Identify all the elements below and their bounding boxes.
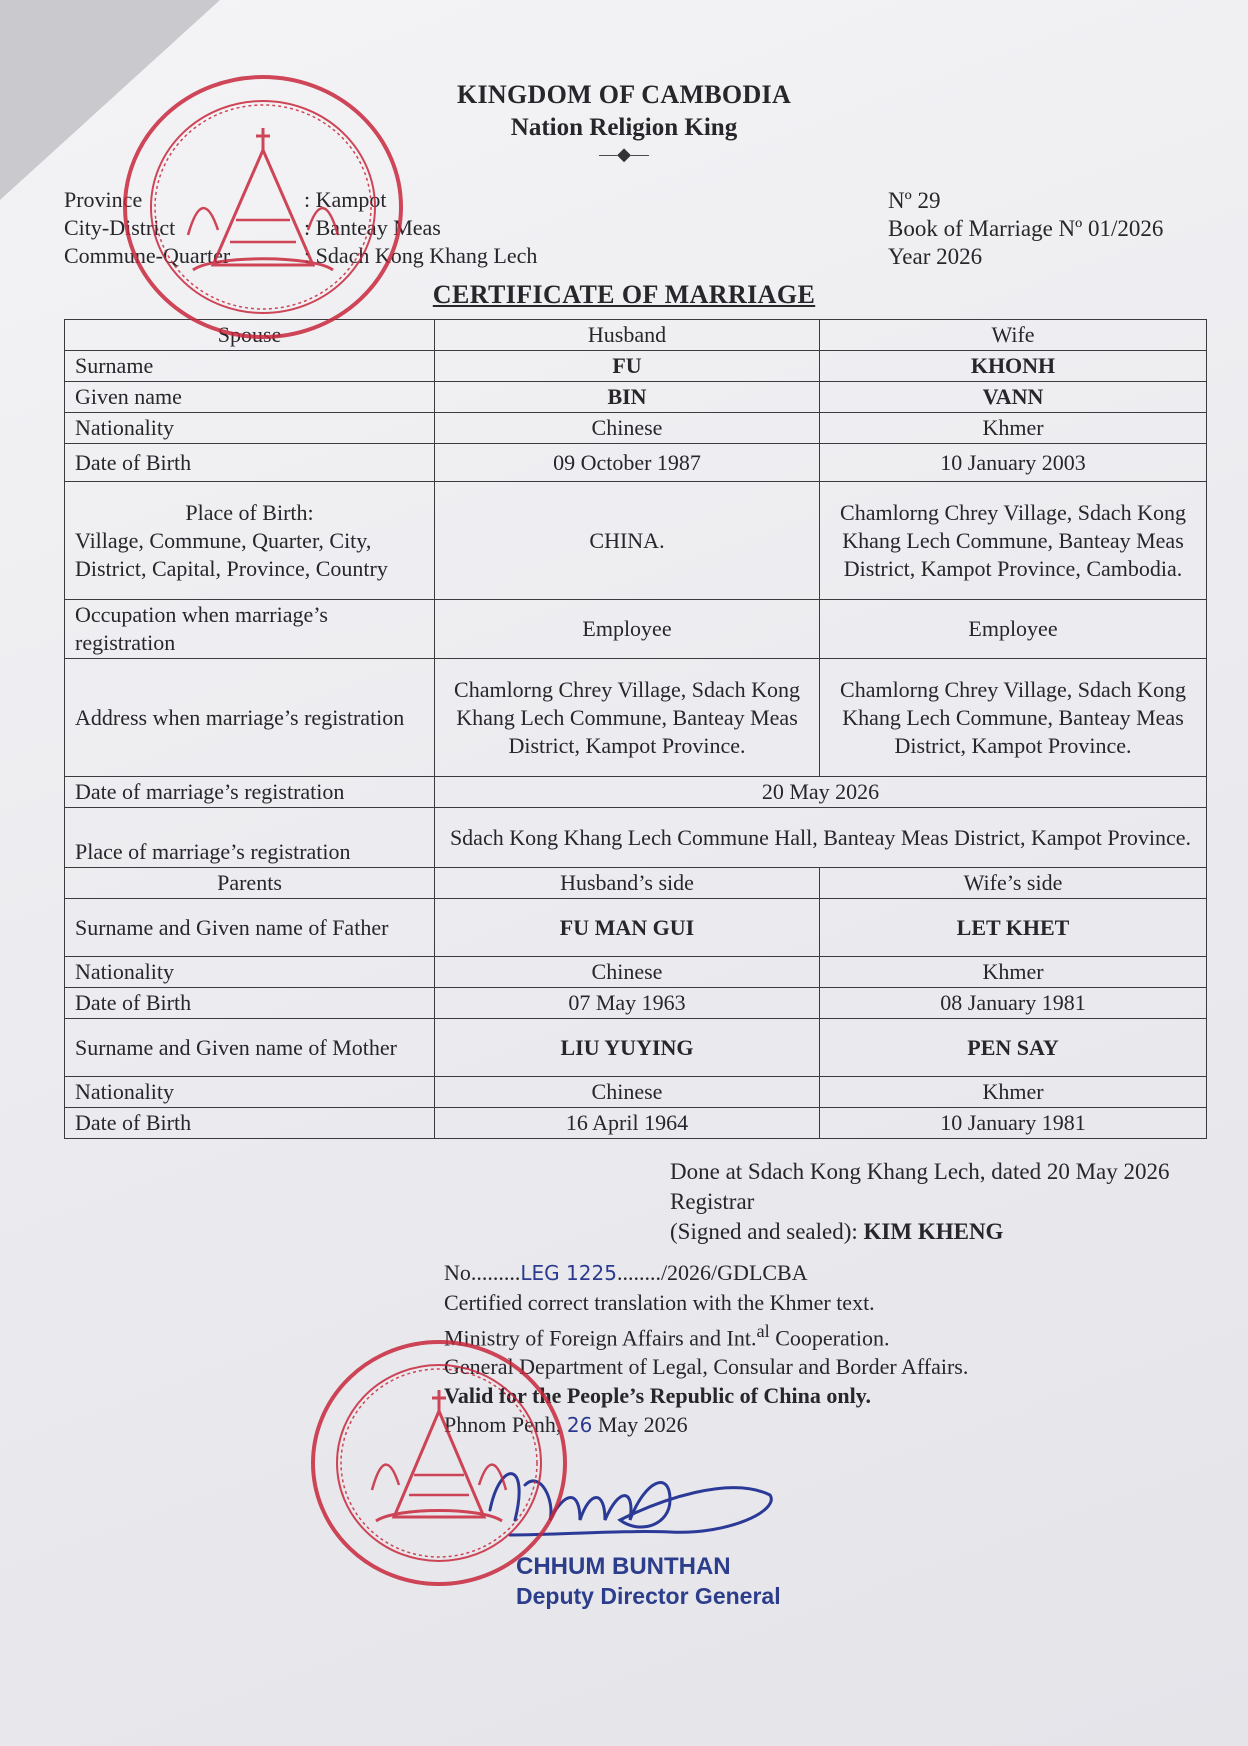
registration-date: 20 May 2026: [435, 777, 1207, 808]
wife-side-header: Wife’s side: [820, 868, 1207, 899]
given-name-label: Given name: [65, 382, 435, 413]
husband-mother-name: LIU YUYING: [435, 1019, 820, 1077]
wife-mother-dob: 10 January 1981: [820, 1108, 1207, 1139]
city-label: City-District: [64, 215, 176, 240]
ministry-seal-stamp: [306, 1335, 572, 1591]
date-place: Phnom Penh,: [444, 1412, 567, 1438]
husband-given-name: BIN: [435, 382, 820, 413]
certificate-number: Nº 29: [888, 188, 941, 213]
wife-father-name: LET KHET: [820, 899, 1207, 957]
registrar-name: KIM KHENG: [863, 1219, 1004, 1244]
certification-line-3: General Department of Legal, Consular and Border Affairs.: [444, 1354, 969, 1380]
address-label: Address when marriage’s registration: [65, 659, 435, 777]
spouse-header: Spouse: [65, 320, 435, 351]
father-nationality-label: Nationality: [65, 957, 435, 988]
dob-label: Date of Birth: [65, 444, 435, 482]
city-value: : Banteay Meas: [304, 215, 441, 240]
commune-seal-stamp: [118, 70, 408, 345]
cert-no-dots-2: ........: [616, 1260, 661, 1285]
husband-occupation: Employee: [435, 600, 820, 659]
husband-dob: 09 October 1987: [435, 444, 820, 482]
husband-side-header: Husband’s side: [435, 868, 820, 899]
table-row: [65, 600, 1207, 659]
marriage-table: [64, 319, 1207, 1139]
registry-header: [888, 187, 1163, 271]
table-row: [65, 413, 1207, 444]
wife-father-dob: 08 January 1981: [820, 988, 1207, 1019]
officer-title: Deputy Director General: [516, 1583, 781, 1609]
marriage-book-number: Book of Marriage Nº 01/2026: [888, 216, 1164, 241]
date-day-handwritten: 26: [566, 1413, 593, 1438]
husband-header: Husband: [435, 320, 820, 351]
wife-father-nationality: Khmer: [820, 957, 1207, 988]
place-of-birth-title: Place of Birth:: [185, 499, 314, 525]
certificate-title: CERTIFICATE OF MARRIAGE: [432, 280, 816, 309]
wife-surname: KHONH: [820, 351, 1207, 382]
date-month-year: May 2026: [592, 1412, 688, 1438]
ministry-cooperation: Cooperation.: [769, 1325, 890, 1351]
husband-mother-nationality: Chinese: [435, 1077, 820, 1108]
wife-mother-nationality: Khmer: [820, 1077, 1207, 1108]
wife-dob: 10 January 2003: [820, 444, 1207, 482]
mother-dob-label: Date of Birth: [65, 1108, 435, 1139]
table-row: [65, 1077, 1207, 1108]
heading-ornament: —◆—: [599, 144, 649, 164]
validity-note: Valid for the People’s Republic of China only.: [444, 1383, 872, 1409]
province-value: : Kampot: [304, 187, 387, 212]
commune-value: : Sdach Kong Khang Lech: [304, 243, 538, 268]
husband-mother-dob: 16 April 1964: [435, 1108, 820, 1139]
place-of-birth-label: [65, 482, 435, 600]
cert-no-suffix: /2026/GDLCBA: [660, 1260, 808, 1285]
mother-name-label: Surname and Given name of Mother: [65, 1019, 435, 1077]
father-dob-label: Date of Birth: [65, 988, 435, 1019]
husband-address: Chamlorng Chrey Village, Sdach Kong Khang Lech Commune, Banteay Meas District, Kampot Province.: [435, 659, 820, 777]
ministry-superscript: al: [756, 1321, 770, 1341]
wife-given-name: VANN: [820, 382, 1207, 413]
registrar-label: Registrar: [670, 1189, 755, 1214]
husband-surname: FU: [435, 351, 820, 382]
certification-line-1: Certified correct translation with the Khmer text.: [444, 1290, 875, 1315]
kingdom-title: KINGDOM OF CAMBODIA: [456, 80, 792, 109]
table-row: [65, 957, 1207, 988]
registry-year: Year 2026: [888, 244, 983, 269]
table-row: [65, 382, 1207, 413]
table-row: [65, 444, 1207, 482]
province-label: Province: [64, 187, 143, 212]
occupation-label: Occupation when marriage’s registration: [65, 600, 435, 659]
certification-number: [444, 1258, 968, 1288]
table-row: [65, 351, 1207, 382]
surname-label: Surname: [65, 351, 435, 382]
table-row: [65, 899, 1207, 957]
table-row: [65, 659, 1207, 777]
commune-label: Commune-Quarter: [64, 243, 231, 268]
father-name-label: Surname and Given name of Father: [65, 899, 435, 957]
wife-nationality: Khmer: [820, 413, 1207, 444]
husband-father-dob: 07 May 1963: [435, 988, 820, 1019]
husband-father-name: FU MAN GUI: [435, 899, 820, 957]
husband-father-nationality: Chinese: [435, 957, 820, 988]
table-row: [65, 1019, 1207, 1077]
table-row: [65, 777, 1207, 808]
parents-header: Parents: [65, 868, 435, 899]
registration-place: Sdach Kong Khang Lech Commune Hall, Banteay Meas District, Kampot Province.: [435, 808, 1207, 868]
table-row: [65, 1108, 1207, 1139]
wife-header: Wife: [820, 320, 1207, 351]
table-row: [65, 808, 1207, 868]
ministry-name: Ministry of Foreign Affairs and Int.: [444, 1325, 757, 1351]
registrar-block: [670, 1157, 1170, 1247]
wife-occupation: Employee: [820, 600, 1207, 659]
officer-name: CHHUM BUNTHAN: [516, 1553, 731, 1580]
signed-sealed-prefix: (Signed and sealed):: [670, 1219, 864, 1244]
table-row: [65, 988, 1207, 1019]
wife-mother-name: PEN SAY: [820, 1019, 1207, 1077]
table-row: [65, 482, 1207, 600]
cert-no-handwritten: LEG 1225: [520, 1261, 617, 1285]
husband-place-of-birth: CHINA.: [435, 482, 820, 600]
husband-nationality: Chinese: [435, 413, 820, 444]
done-at-line: Done at Sdach Kong Khang Lech, dated 20 May 2026: [670, 1159, 1170, 1184]
mother-nationality-label: Nationality: [65, 1077, 435, 1108]
nationality-label: Nationality: [65, 413, 435, 444]
wife-address: Chamlorng Chrey Village, Sdach Kong Khang Lech Commune, Banteay Meas District, Kampot Province.: [820, 659, 1207, 777]
registration-date-label: Date of marriage’s registration: [65, 777, 435, 808]
cert-no-prefix: No.: [444, 1260, 477, 1285]
wife-place-of-birth: Chamlorng Chrey Village, Sdach Kong Khang Lech Commune, Banteay Meas District, Kampot Province, Cambodia.: [820, 482, 1207, 600]
signed-sealed-line: [670, 1217, 1170, 1247]
national-motto: Nation Religion King: [510, 114, 738, 141]
place-of-birth-detail: Village, Commune, Quarter, City, District, Capital, Province, Country: [75, 527, 388, 581]
registration-place-label: Place of marriage’s registration: [65, 808, 435, 868]
table-row: [65, 868, 1207, 899]
cert-no-dots: ........: [476, 1260, 521, 1285]
